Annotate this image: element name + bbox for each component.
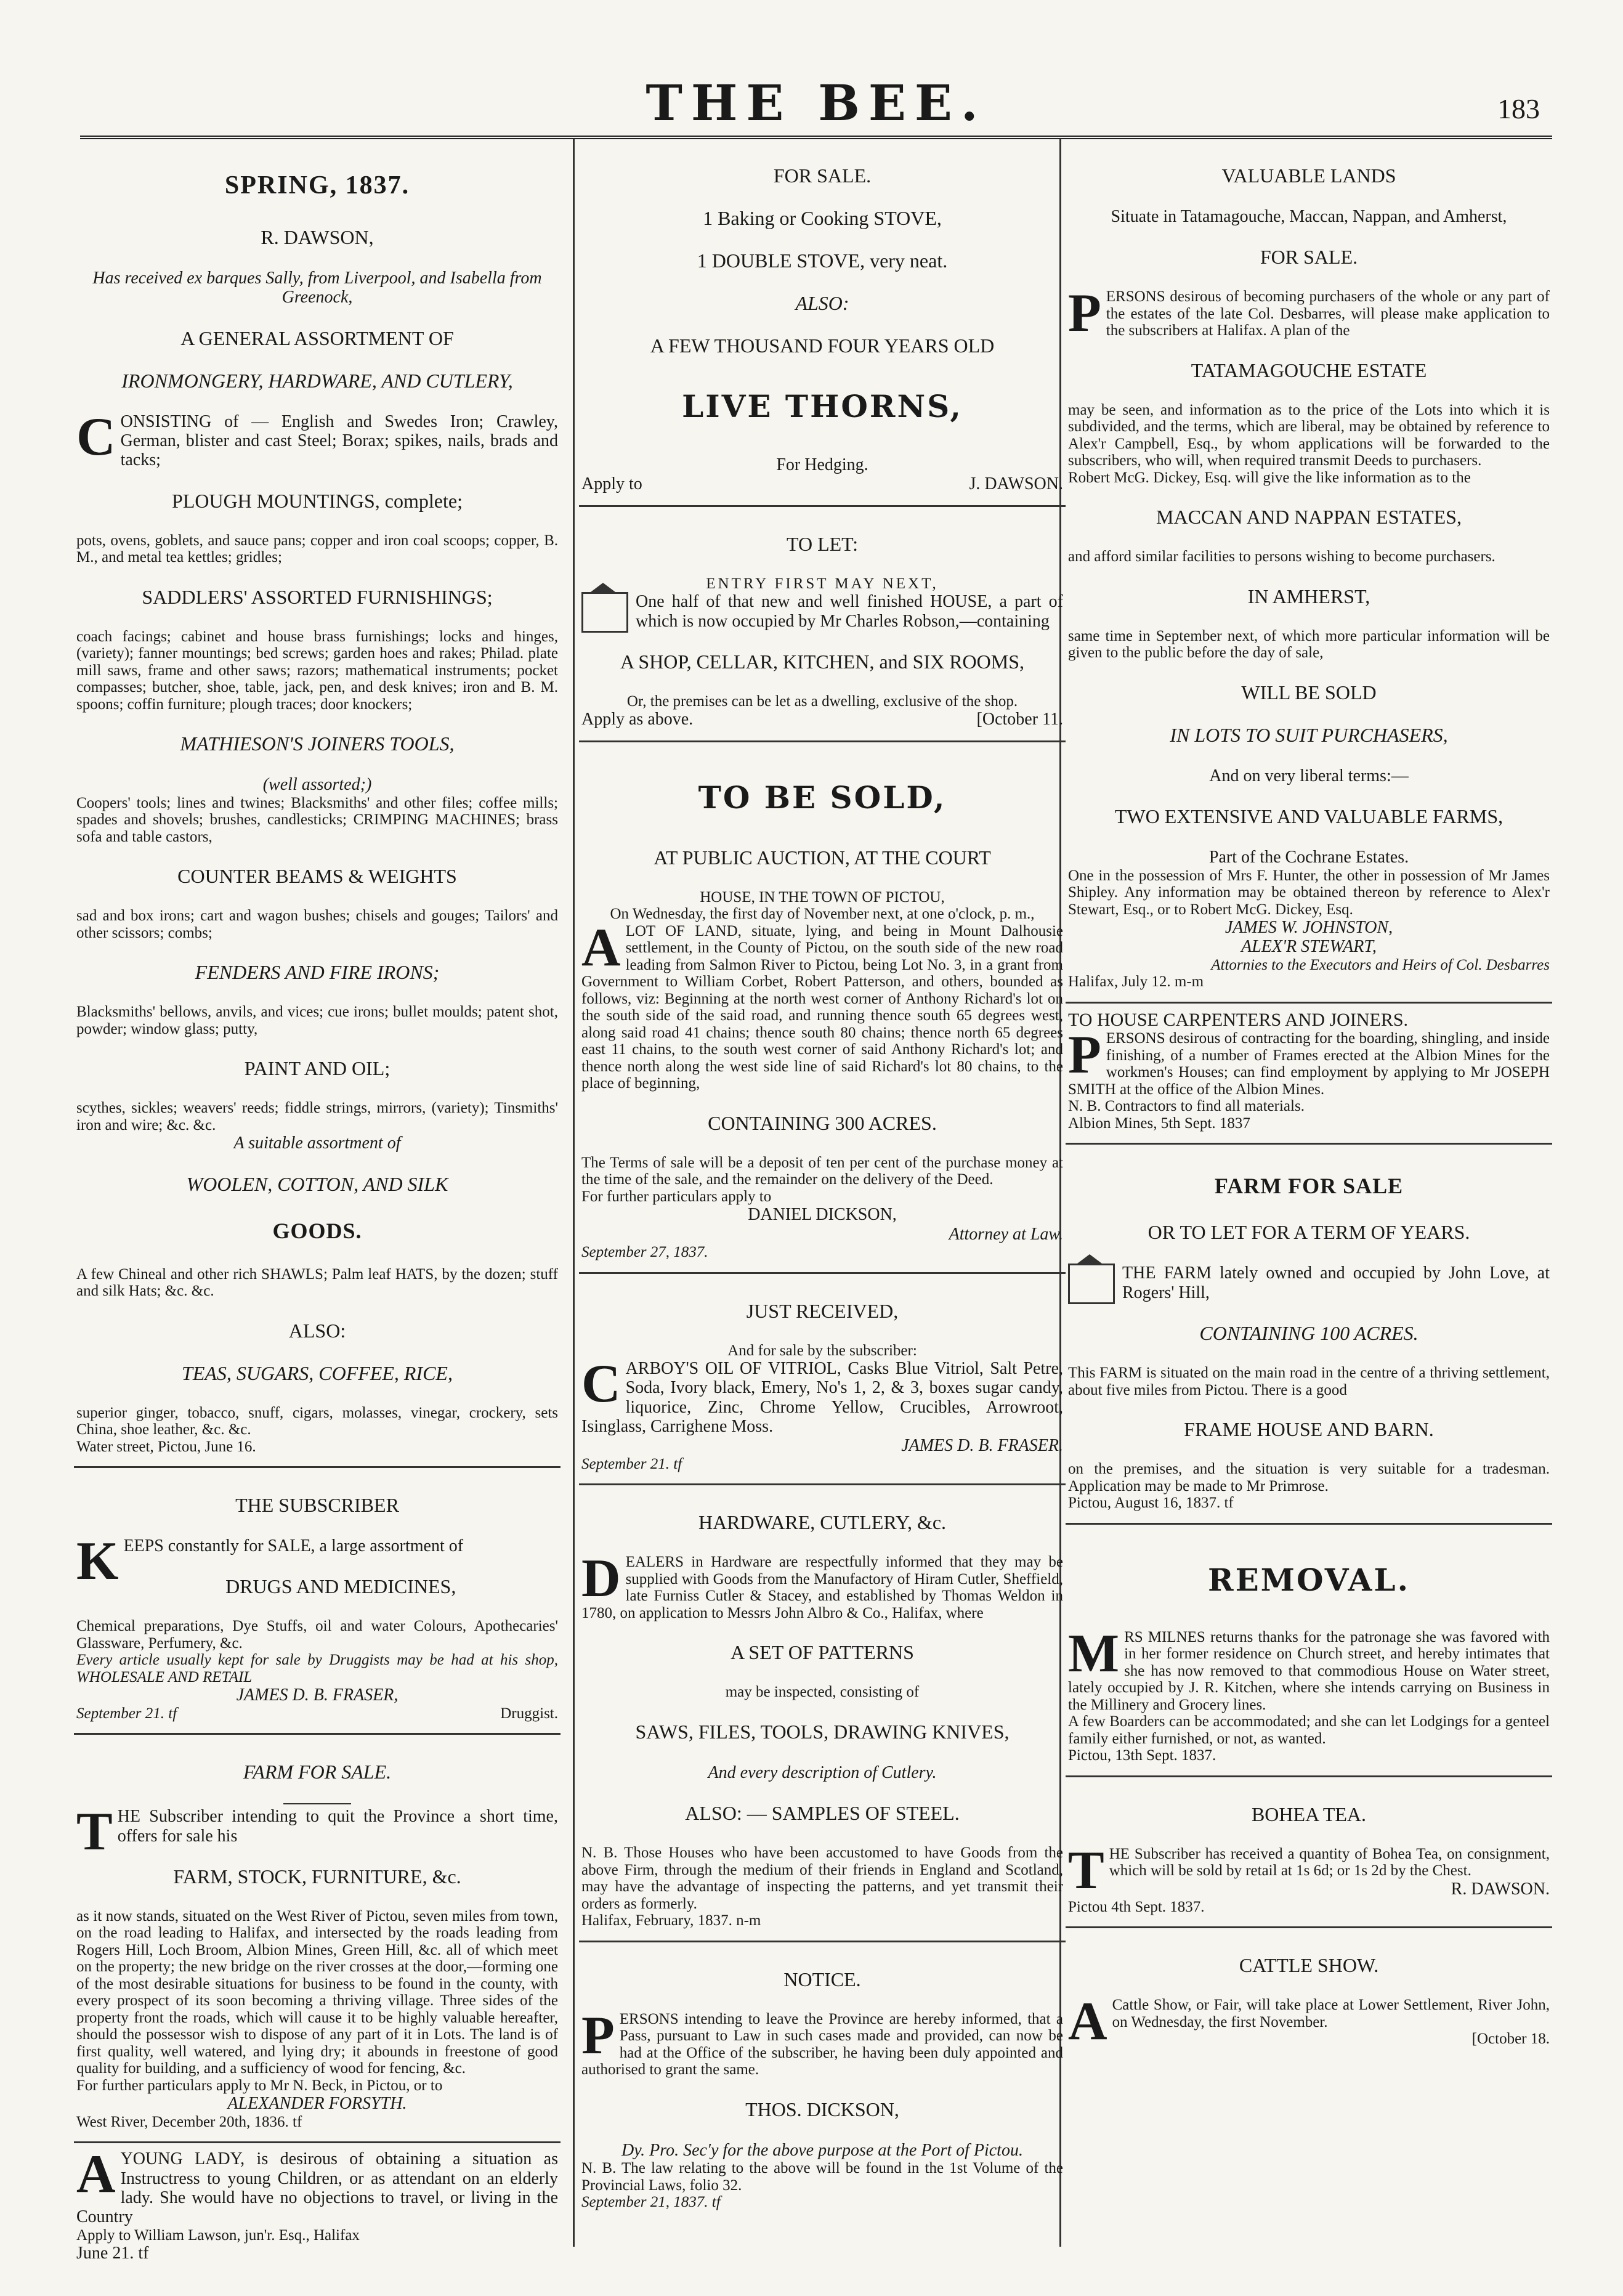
ad-paragraph: One half of that new and well finished HOUSE, a part of which is now occupied by Mr Charles Robson,—containing (636, 592, 1063, 631)
ad-dateline: September 21. tf (581, 1455, 682, 1472)
ad-line: IRONMONGERY, HARDWARE, AND CUTLERY, (121, 369, 513, 392)
ad-dateline: September 27, 1837. (581, 1244, 708, 1261)
ad-dateline: [October 18. (1471, 2030, 1550, 2048)
ad-farm-for-sale (74, 1735, 561, 2143)
ad-paragraph: PERSONS desirous of becoming purchasers of the whole or any part of the estates of the late Col. Desbarres, will please make application to the subscribers at Halifax. A plan of the (1068, 283, 1550, 344)
ad-line: On Wednesday, the first day of November next, at one o'clock, p. m., (610, 906, 1035, 923)
ad-heading: FARM FOR SALE. (243, 1761, 392, 1783)
ad-paragraph: pots, ovens, goblets, and sauce pans; copper and iron coal scoops; copper, B. M., and metal tea kettles; gridles; (76, 532, 558, 566)
ad-cattle-show (1066, 1928, 1552, 2059)
ad-paragraph: DEALERS in Hardware are respectfully informed that they may be supplied with Goods from the Manufactory of Hiram Cutler, Sheffield, late Furniss Cutler & Stacey, and established by Thomas Weldon in 1780, on application to Messrs John Albro & Co., Halifax, where (581, 1549, 1063, 1621)
ad-line: SADDLERS' ASSORTED FURNISHINGS; (142, 585, 493, 608)
ad-line: FRAME HOUSE AND BARN. (1184, 1418, 1434, 1441)
ad-line: A GENERAL ASSORTMENT OF (180, 327, 454, 349)
ad-line: A SET OF PATTERNS (731, 1641, 914, 1664)
ad-line: And for sale by the subscriber: (727, 1342, 917, 1359)
ad-paragraph: scythes, sickles; weavers' reeds; fiddle strings, mirrors, (variety); Tinsmiths' iron and wire; &c. &c. (76, 1100, 558, 1134)
ad-paragraph: may be seen, and information as to the price of the Lots into which it is subdivided, and the terms, which are liberal, may be obtained by reference to Alex'r Campbell, Esq., by whom applications will be forwarded to the subscribers, who will, when required transmit Deeds to purchasers. (1068, 401, 1550, 469)
ad-just-received (579, 1274, 1066, 1486)
ad-line: IN AMHERST, (1247, 585, 1370, 607)
ad-spring-dawson (74, 139, 561, 1468)
house-icon (1068, 1264, 1115, 1304)
ad-paragraph: ACattle Show, or Fair, will take place at Lower Settlement, River John, on Wednesday, the first November. (1068, 1992, 1550, 2052)
ad-paragraph: THE FARM lately owned and occupied by John Love, at Rogers' Hill, (1122, 1264, 1550, 1302)
ad-heading: THE SUBSCRIBER (235, 1494, 399, 1517)
ad-paragraph: PERSONS desirous of contracting for the boarding, shingling, and inside finishing, of a number of Frames erected at the Albion Mines for the workmen's Houses; can find employment by applying to Mr JOSEPH SMITH at the office of the Albion Mines. (1068, 1025, 1550, 1098)
ad-line: FARM, STOCK, FURNITURE, &c. (173, 1865, 461, 1888)
ad-dateline: West River, December 20th, 1836. tf (76, 2113, 302, 2130)
ad-dateline: [October 11. (976, 710, 1063, 729)
ad-line: And on very liberal terms:— (1209, 766, 1409, 785)
ad-heading: SPRING, 1837. (224, 171, 410, 200)
ad-paragraph: Blacksmiths' bellows, anvils, and vices; cue irons; bullet moulds; patent shot, powder; window glass; putty, (76, 1004, 558, 1037)
ad-stoves-thorns (579, 139, 1066, 507)
ad-line: FOR SALE. (1260, 246, 1358, 269)
ad-hardware-cutlery (579, 1485, 1066, 1942)
ad-paragraph: as it now stands, situated on the West River of Pictou, seven miles from town, on the road leading to Halifax, and intersected by the roads leading from Rogers Hill, Loch Broom, Albion Mines, Green Hill, &c. all of which meet on the property; the new bridge on the river crosses at the door,—forming one of the most desirable situations for business to be found in the county, with every prospect of its soon becoming a thriving village. Three sides of the property front the roads, which will cause it to be highly valuable hereafter, should the possessor wish to dispose of any part of it in Lots. The land is of first quality, well watered, and lying dry; it abounds in freestone of good quality for building, and a sufficiency of wood for fencing, &c. (76, 1907, 558, 2077)
ad-paragraph: and afford similar facilities to persons wishing to become purchasers. (1068, 548, 1496, 566)
ad-paragraph: THE Subscriber has received a quantity of Bohea Tea, on consignment, which will be sold by retail at 1s 6d; or 1s 2d by the Chest. (1068, 1840, 1550, 1900)
ad-paragraph: N. B. The law relating to the above will be found in the 1st Volume of the Provincial Laws, folio 32. (581, 2160, 1063, 2194)
ad-paragraph: N. B. Those Houses who have been accustomed to have Goods from the above Firm, through the medium of their friends in England and Scotland, may have the advantage of inspecting the patterns, and yet transmit their orders as formerly. (581, 1844, 1063, 1912)
ad-line: Part of the Cochrane Estates. (1208, 848, 1409, 867)
ad-line: OR TO LET FOR A TERM OF YEARS. (1147, 1221, 1470, 1244)
ad-line: TATAMAGOUCHE ESTATE (1191, 359, 1427, 381)
ad-line: Dy. Pro. Sec'y for the above purpose at the Port of Pictou. (621, 2140, 1023, 2160)
ad-line: ENTRY FIRST MAY NEXT, (706, 575, 939, 592)
ad-paragraph: MRS MILNES returns thanks for the patronage she was favored with in her former residence on Church street, and hereby intimates that she has now removed to that commodious House on Water street, lately occupied by J. R. Kitchen, where she intends carrying on Business in the Millinery and Grocery lines. (1068, 1623, 1550, 1713)
ad-house-carpenters (1066, 1004, 1552, 1145)
ad-to-be-sold (579, 742, 1066, 1274)
ad-heading: TO BE SOLD, (698, 779, 947, 816)
ad-line: Has received ex barques Sally, from Liverpool, and Isabella from Greenock, (92, 269, 542, 307)
ad-line: Apply as above. (581, 710, 694, 729)
divider (283, 1803, 351, 1804)
ad-line: LIVE THORNS, (682, 388, 963, 424)
ad-paragraph: A few Boarders can be accommodated; and she can let Lodgings for a genteel family either furnished, or not, as wanted. (1068, 1713, 1550, 1747)
ad-paragraph: N. B. Contractors to find all materials. (1068, 1098, 1305, 1115)
ad-dateline: Pictou, August 16, 1837. tf (1068, 1495, 1234, 1512)
ad-heading: JUST RECEIVED, (746, 1299, 899, 1322)
ad-paragraph: PERSONS intending to leave the Province are hereby informed, that a Pass, pursuant to Law in such cases made and provided, can now be had at the Office of the subscriber, he having been duly appointed and authorised to grant the same. (581, 2005, 1063, 2079)
ad-paragraph: Every article usually kept for sale by Druggists may be had at his shop, WHOLESALE AND RETAIL (76, 1652, 558, 1685)
ad-paragraph: on the premises, and the situation is very suitable for a tradesman. Application may be made to Mr Primrose. (1068, 1461, 1550, 1495)
ad-line: AT PUBLIC AUCTION, AT THE COURT (654, 846, 991, 869)
ad-paragraph: For further particulars apply to Mr N. Beck, in Pictou, or to (76, 2077, 443, 2094)
ad-paragraph: CONSISTING of — English and Swedes Iron; Crawley, German, blister and cast Steel; Borax; spikes, nails, brads and tacks; (76, 407, 558, 470)
ad-line: ALSO: (288, 1319, 346, 1342)
ad-line: ALEX'R STEWART, (1241, 937, 1377, 957)
ad-paragraph: A few Chineal and other rich SHAWLS; Palm leaf HATS, by the dozen; stuff and silk Hats; &c. &c. (76, 1265, 558, 1300)
ad-young-lady (74, 2143, 561, 2274)
ad-line: HOUSE, IN THE TOWN OF PICTOU, (700, 888, 945, 906)
ad-line: 1 Baking or Cooking STOVE, (703, 207, 942, 229)
ad-line: And every description of Cutlery. (708, 1763, 937, 1782)
page-number: 183 (1497, 93, 1540, 124)
ad-line: TEAS, SUGARS, COFFEE, RICE, (182, 1361, 453, 1384)
ad-paragraph: coach facings; cabinet and house brass furnishings; locks and hinges, (variety); fanner mountings; bed screws; garden hoes and rakes; Philad. plate mill saws, frame and other saws; razors; mathematical instruments; pocket compasses; butcher, shoe, table, jack, pen, and desk knives; iron and B. M. spoons; coffin furniture; plough traces; door knockers; (76, 628, 558, 713)
ad-heading: VALUABLE LANDS (1221, 164, 1396, 187)
ad-line: Apply to (581, 474, 642, 494)
newspaper-title: THE BEE. (646, 74, 987, 132)
ad-paragraph: Apply to William Lawson, jun'r. Esq., Halifax (76, 2226, 360, 2244)
ad-line: COUNTER BEAMS & WEIGHTS (177, 865, 457, 888)
ad-line: FENDERS AND FIRE IRONS; (195, 961, 440, 984)
ad-paragraph: THE Subscriber intending to quit the Province a short time, offers for sale his (76, 1802, 558, 1862)
ad-dateline: Halifax, July 12. m-m (1068, 973, 1204, 991)
ad-line: A SHOP, CELLAR, KITCHEN, and SIX ROOMS, (620, 650, 1025, 673)
ad-line: JAMES D. B. FRASER, (236, 1685, 399, 1705)
ad-bohea-tea (1066, 1777, 1552, 1929)
ad-dateline: September 21. tf (76, 1705, 177, 1722)
ad-dateline: Water street, Pictou, June 16. (76, 1438, 256, 1455)
column-divider (573, 139, 575, 2247)
ad-line: ALSO: — SAMPLES OF STEEL. (685, 1802, 960, 1825)
ad-to-let (579, 507, 1066, 742)
ad-dateline: September 21, 1837. tf (581, 2194, 721, 2211)
ad-paragraph: Or, the premises can be let as a dwelling, exclusive of the shop. (626, 692, 1018, 710)
ad-paragraph: sad and box irons; cart and wagon bushes; chisels and gouges; Tailors' and other scissors; combs; (76, 907, 558, 941)
ad-line: ALEXANDER FORSYTH. (227, 2094, 407, 2114)
ad-line: MATHIESON'S JOINERS TOOLS, (180, 732, 455, 755)
ad-paragraph: KEEPS constantly for SALE, a large assortment of (76, 1531, 464, 1592)
ad-valuable-lands (1066, 139, 1552, 1004)
ad-paragraph: This FARM is situated on the main road in the centre of a thriving settlement, about five miles from Pictou. There is a good (1068, 1365, 1550, 1398)
ad-line: ALSO: (795, 292, 849, 314)
ad-line: Attornies to the Executors and Heirs of Col. Desbarres (1211, 956, 1550, 973)
ad-heading: FOR SALE. (773, 164, 872, 187)
ad-dateline: Pictou, 13th Sept. 1837. (1068, 1747, 1216, 1764)
ad-line: Situate in Tatamagouche, Maccan, Nappan, and Amherst, (1111, 207, 1507, 226)
ad-line: JAMES D. B. FRASER. (901, 1436, 1063, 1456)
ad-paragraph: ALOT OF LAND, situate, lying, and being in Mount Dalhousie settlement, in the County of Pictou, on the south side of the new road leading from Salmon River to Pictou, being Lot No. 3, in a grant from Government to William Corbet, Robert Patterson, and others, bounded as follows, viz: Beginning at the north west corner of Anthony Richard's lot on the south side of the said road, and running thence south 65 degrees west, along said road 41 chains; thence south 80 chains; thence north 65 degrees east 11 chains, to the south west corner of said Anthony Richard's lot; and thence north along the west side line of said Richard's lot 80 chains, to the place of beginning, (581, 917, 1063, 1092)
ad-line: may be inspected, consisting of (725, 1684, 920, 1701)
ad-line: PLOUGH MOUNTINGS, complete; (172, 489, 463, 512)
ad-line: DANIEL DICKSON, (748, 1205, 897, 1225)
merchant-name: J. DAWSON. (969, 474, 1063, 494)
ad-paragraph: Robert McG. Dickey, Esq. will give the like information as to the (1068, 469, 1471, 486)
merchant-name: R. DAWSON, (261, 226, 374, 248)
ad-line: GOODS. (272, 1218, 362, 1243)
ad-line: TWO EXTENSIVE AND VALUABLE FARMS, (1114, 805, 1504, 828)
ad-line: A FEW THOUSAND FOUR YEARS OLD (650, 335, 995, 357)
ad-paragraph: AYOUNG LADY, is desirous of obtaining a situation as Instructress to young Children, or as attendant on an elderly lady. She would have no objections to travel, or living in the Country (76, 2144, 558, 2227)
ad-line: WOOLEN, COTTON, AND SILK (186, 1172, 448, 1195)
ad-paragraph: Coopers' tools; lines and twines; Blacksmiths' and other files; coffee mills; spades and shovels; brushes, candlesticks; CRIMPING MACHINES; brass sofa and table castors, (76, 794, 558, 845)
ad-removal (1066, 1525, 1552, 1777)
ad-paragraph: superior ginger, tobacco, snuff, cigars, molasses, vinegar, crockery, sets China, shoe leather, &c. &c. (76, 1404, 558, 1438)
ad-paragraph: The Terms of sale will be a deposit of ten per cent of the purchase money at the time of the sale, and the remainder on the delivery of the Deed. (581, 1154, 1063, 1188)
ad-heading: TO HOUSE CARPENTERS AND JOINERS. (1068, 1009, 1409, 1030)
column-2 (579, 139, 1066, 2247)
ad-dateline: Halifax, February, 1837. n-m (581, 1912, 761, 1929)
merchant-name: R. DAWSON. (1451, 1879, 1550, 1899)
ad-line: PAINT AND OIL; (244, 1057, 391, 1080)
ad-heading: CATTLE SHOW. (1239, 1954, 1379, 1977)
ad-line: SAWS, FILES, TOOLS, DRAWING KNIVES, (635, 1720, 1010, 1743)
ad-farm-for-sale-love (1066, 1145, 1552, 1524)
ad-line: CONTAINING 300 ACRES. (708, 1111, 937, 1134)
column-3 (1066, 139, 1552, 2247)
ad-paragraph: One in the possession of Mrs F. Hunter, the other in possession of Mr James Shipley. Any information may be obtained thereon by reference to Alex'r Stewart, Esq., or to Robert McG. Dickey, Esq. (1068, 867, 1550, 918)
ad-line: A suitable assortment of (233, 1134, 401, 1153)
ad-line: CONTAINING 100 ACRES. (1199, 1322, 1419, 1345)
ad-dateline: Albion Mines, 5th Sept. 1837 (1068, 1114, 1250, 1132)
ad-line: Druggist. (500, 1705, 558, 1722)
ad-paragraph: For further particulars apply to (581, 1188, 772, 1205)
ad-line: Attorney at Law. (949, 1224, 1063, 1244)
ad-line: For Hedging. (776, 455, 868, 474)
ad-dateline: Pictou 4th Sept. 1837. (1068, 1898, 1205, 1915)
ad-line: JAMES W. JOHNSTON, (1224, 918, 1393, 938)
ad-heading: FARM FOR SALE (1214, 1174, 1404, 1199)
house-icon (581, 592, 628, 633)
ad-line: (well assorted;) (262, 775, 372, 795)
ad-paragraph: same time in September next, of which more particular information will be given to the public before the day of sale, (1068, 627, 1550, 662)
ad-subscriber-drugs (74, 1468, 561, 1735)
ad-line: THOS. DICKSON, (745, 2098, 899, 2120)
ad-line: DRUGS AND MEDICINES, (225, 1575, 456, 1598)
ad-line: IN LOTS TO SUIT PURCHASERS, (1170, 723, 1448, 746)
ad-line: WILL BE SOLD (1241, 681, 1377, 704)
ad-heading: BOHEA TEA. (1251, 1803, 1367, 1825)
ad-heading: HARDWARE, CUTLERY, &c. (698, 1511, 947, 1534)
masthead (80, 74, 1552, 142)
ad-heading: REMOVAL. (1208, 1561, 1410, 1598)
ad-heading: TO LET: (786, 532, 858, 555)
ad-paragraph: CARBOY'S OIL OF VITRIOL, Casks Blue Vitriol, Salt Petre, Soda, Ivory black, Emery, No's 1, 2, & 3, boxes sugar candy, liquorice, Zinc, Chrome Yellow, Crucibles, Arrowroot, Isinglass, Carrighene Moss. (581, 1354, 1063, 1437)
ad-dateline: June 21. tf (76, 2244, 149, 2263)
ad-line: 1 DOUBLE STOVE, very neat. (697, 249, 948, 272)
ad-line: MACCAN AND NAPPAN ESTATES, (1156, 506, 1462, 529)
ad-heading: NOTICE. (783, 1968, 861, 1990)
ad-paragraph: Chemical preparations, Dye Stuffs, oil and water Colours, Apothecaries' Glassware, Perfumery, &c. (76, 1618, 558, 1652)
ad-notice (579, 1942, 1066, 2222)
column-1 (74, 139, 561, 2263)
